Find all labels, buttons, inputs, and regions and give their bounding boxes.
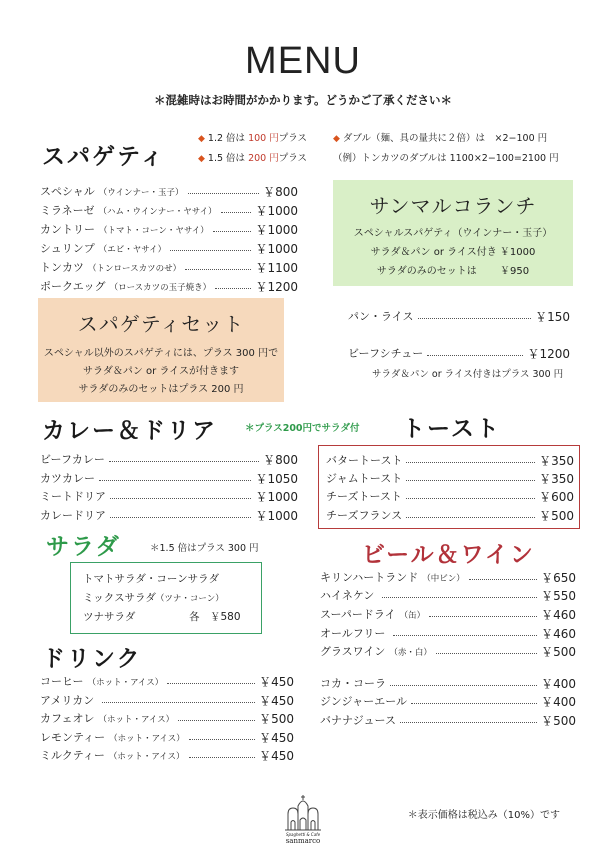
set-line: スペシャル以外のスパゲティには、プラス 300 円で — [43, 348, 279, 359]
menu-item: ミラネーゼ （ハム・ウインナー・ヤサイ） ￥1000 — [40, 203, 298, 218]
menu-item: ミートドリア ￥1000 — [40, 489, 298, 504]
salad-heading: サラダ — [46, 534, 121, 560]
menu-title: MENU — [245, 40, 361, 82]
menu-subtitle: ＊混雑時はお時間がかかります。どうかご了承ください＊ — [153, 93, 453, 107]
menu-item: ビーフシチュー ￥1200 — [348, 346, 570, 361]
menu-item: ポークエッグ （ロースカツの玉子焼き） ￥1200 — [40, 279, 298, 294]
menu-item: スーパードライ （缶） ￥460 — [320, 607, 576, 622]
salad-box — [70, 562, 262, 634]
menu-item: チーズフランス ￥500 — [326, 508, 574, 523]
menu-item: レモンティー （ホット・アイス） ￥450 — [40, 730, 294, 745]
menu-item: カレードリア ￥1000 — [40, 508, 298, 523]
set-line: サラダのみのセットはプラス 200 円 — [78, 384, 244, 395]
diamond-icon: ◆ — [198, 154, 205, 164]
extras-note: サラダ＆パン or ライス付きはプラス 300 円 — [372, 369, 564, 380]
menu-item: ビーフカレー ￥800 — [40, 452, 298, 467]
menu-item: バナナジュース ￥500 — [320, 713, 576, 728]
spaghetti-heading: スパゲティ — [42, 144, 166, 170]
tax-note: ＊表示価格は税込み（10%）です — [407, 810, 560, 821]
salad-line: トマトサラダ・コーンサラダ — [83, 573, 220, 585]
lunch-box — [333, 180, 573, 286]
logo-name: sanmarco — [285, 837, 321, 845]
lunch-line: スペシャルスパゲティ（ウインナー・玉子） — [353, 228, 553, 239]
curry-note: ＊プラス200円でサラダ付 — [245, 423, 360, 434]
salad-line: ツナサラダ — [83, 611, 136, 623]
sanmarco-logo — [280, 792, 326, 846]
salad-note: ＊1.5 倍はプラス 300 円 — [150, 543, 259, 554]
salad-line: ミックスサラダ（ツナ・コーン） — [83, 592, 224, 604]
menu-item: ジャムトースト ￥350 — [326, 471, 574, 486]
menu-item: コーヒー （ホット・アイス） ￥450 — [40, 674, 294, 689]
set-line: サラダ＆パン or ライスが付きます — [82, 366, 240, 377]
toast-heading: トースト — [402, 416, 501, 442]
menu-item: キリンハートランド （中ビン） ￥650 — [320, 570, 576, 585]
lunch-title: サンマルコランチ — [369, 194, 537, 218]
curry-heading: カレー＆ドリア — [42, 418, 217, 444]
menu-item: ハイネケン ￥550 — [320, 588, 576, 603]
menu-item: スペシャル （ウインナー・玉子） ￥800 — [40, 184, 298, 199]
menu-item: コカ・コーラ ￥400 — [320, 676, 576, 691]
menu-item: バタートースト ￥350 — [326, 453, 574, 468]
menu-item: グラスワイン （赤・白） ￥500 — [320, 644, 576, 659]
menu-item: カントリー （トマト・コーン・ヤサイ） ￥1000 — [40, 222, 298, 237]
lunch-line: サラダのみのセットは ￥950 — [376, 266, 530, 277]
menu-item: シュリンプ （エビ・ヤサイ） ￥1000 — [40, 241, 298, 256]
diamond-icon: ◆ — [198, 134, 205, 144]
beer-heading: ビール＆ワイン — [362, 542, 535, 568]
menu-item: トンカツ （トンロースカツのせ） ￥1100 — [40, 260, 298, 275]
menu-item: ミルクティー （ホット・アイス） ￥450 — [40, 748, 294, 763]
salad-price: 各 ￥580 — [189, 611, 241, 623]
diamond-icon: ◆ — [333, 134, 340, 144]
lunch-line: サラダ＆パン or ライス付き ￥1000 — [370, 247, 536, 258]
drinks-heading: ドリンク — [42, 646, 142, 672]
spaghetti-double-note: ◆ ダブル（麺、具の量共に２倍）は ×2−100 円 — [333, 133, 548, 144]
spaghetti-note-1: ◆ 1.2 倍は 100 円プラス — [198, 133, 307, 144]
menu-item: チーズトースト ￥600 — [326, 489, 574, 504]
set-title: スパゲティセット — [77, 312, 245, 336]
menu-item: カツカレー ￥1050 — [40, 471, 298, 486]
spaghetti-double-example: （例）トンカツのダブルは 1100×2−100=2100 円 — [333, 153, 559, 164]
menu-item: ジンジャーエール ￥400 — [320, 694, 576, 709]
menu-item: アメリカン ￥450 — [40, 693, 294, 708]
menu-item: パン・ライス ￥150 — [348, 309, 570, 324]
logo-caption: Spaghetti & Cafe — [285, 832, 321, 837]
menu-item: オールフリー ￥460 — [320, 626, 576, 641]
spaghetti-note-2: ◆ 1.5 倍は 200 円プラス — [198, 153, 307, 164]
spaghetti-set-box — [38, 298, 284, 402]
menu-item: カフェオレ （ホット・アイス） ￥500 — [40, 711, 294, 726]
